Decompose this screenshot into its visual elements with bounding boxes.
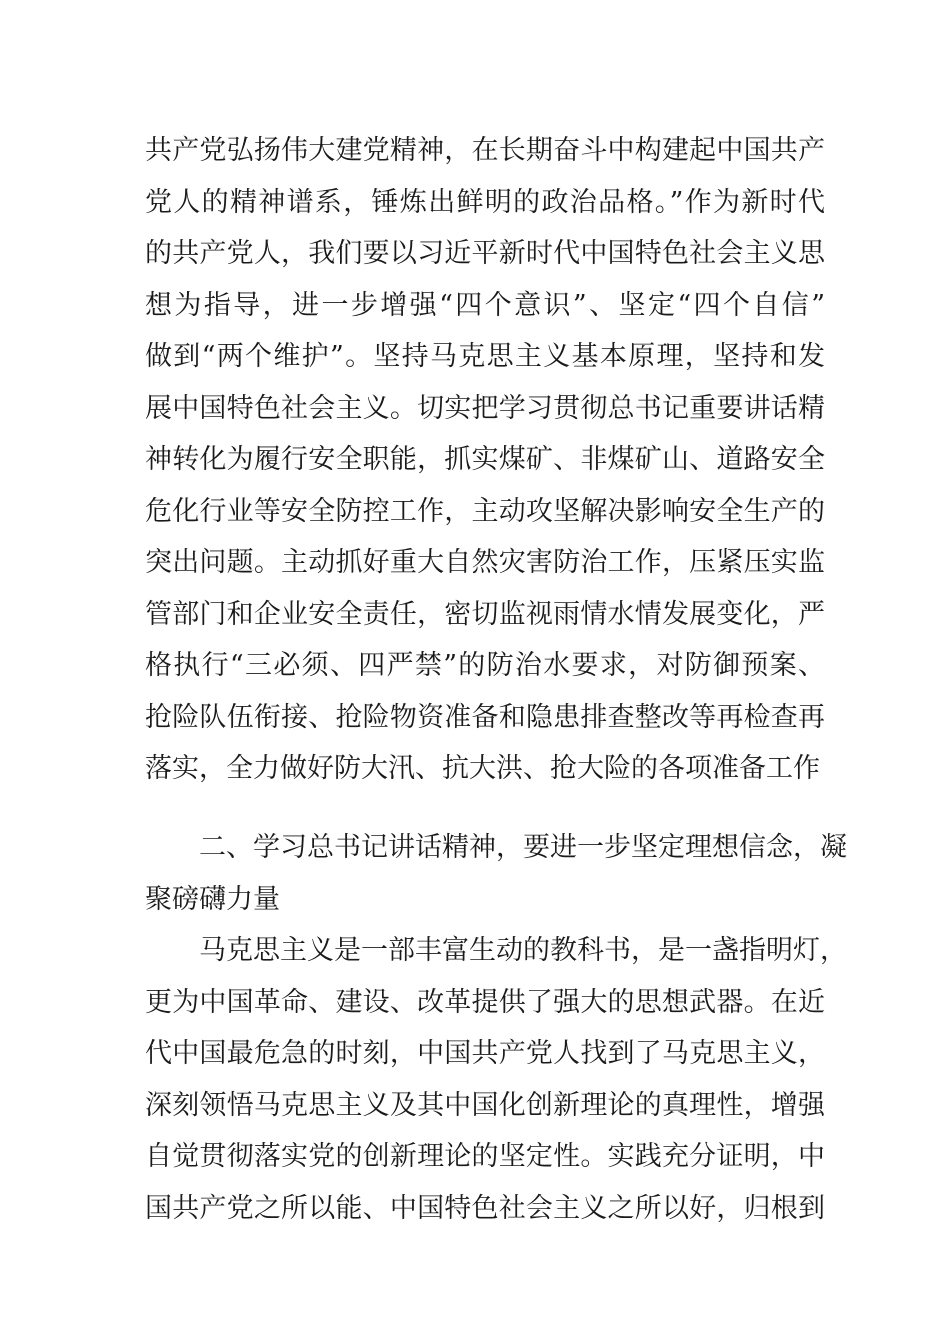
text-line: 危化行业等安全防控工作，主动攻坚解决影响安全生产的 (145, 495, 825, 527)
text-line: 想为指导，进一步增强“四个意识”、坚定“四个自信” (145, 289, 825, 321)
text-line: 神转化为履行安全职能，抓实煤矿、非煤矿山、道路安全 (145, 444, 825, 475)
text-line: 代中国最危急的时刻，中国共产党人找到了马克思主义， (145, 1038, 825, 1069)
heading-line: 聚磅礴力量 (145, 883, 280, 915)
text-line: 马克思主义是一部丰富生动的教科书，是一盏指明灯， (199, 935, 847, 966)
text-line: 落实，全力做好防大汛、抗大洪、抢大险的各项准备工作 (145, 753, 820, 784)
text-line: 展中国特色社会主义。切实把学习贯彻总书记重要讲话精 (145, 392, 825, 424)
text-line: 党人的精神谱系，锤炼出鲜明的政治品格。”作为新时代 (145, 186, 825, 218)
body-paragraph (145, 925, 847, 1234)
text-line: 做到“两个维护”。坚持马克思主义基本原理，坚持和发 (145, 341, 825, 372)
body-paragraph (145, 125, 825, 795)
text-line: 自觉贯彻落实党的创新理论的坚定性。实践充分证明，中 (145, 1141, 825, 1172)
text-line: 国共产党之所以能、中国特色社会主义之所以好，归根到 (145, 1192, 825, 1224)
text-line: 深刻领悟马克思主义及其中国化创新理论的真理性，增强 (145, 1089, 825, 1121)
text-line: 共产党弘扬伟大建党精神，在长期奋斗中构建起中国共产 (145, 135, 825, 166)
text-line: 突出问题。主动抓好重大自然灾害防治工作，压紧压实监 (145, 547, 825, 578)
text-line: 格执行“三必须、四严禁”的防治水要求，对防御预案、 (145, 650, 825, 681)
section-heading (145, 822, 847, 925)
text-line: 抢险队伍衔接、抢险物资准备和隐患排查整改等再检查再 (145, 701, 825, 733)
text-line: 的共产党人，我们要以习近平新时代中国特色社会主义思 (145, 238, 825, 269)
heading-line: 二、学习总书记讲话精神，要进一步坚定理想信念，凝 (199, 832, 847, 863)
text-line: 更为中国革命、建设、改革提供了强大的思想武器。在近 (145, 986, 825, 1018)
text-line: 管部门和企业安全责任，密切监视雨情水情发展变化，严 (145, 598, 825, 630)
